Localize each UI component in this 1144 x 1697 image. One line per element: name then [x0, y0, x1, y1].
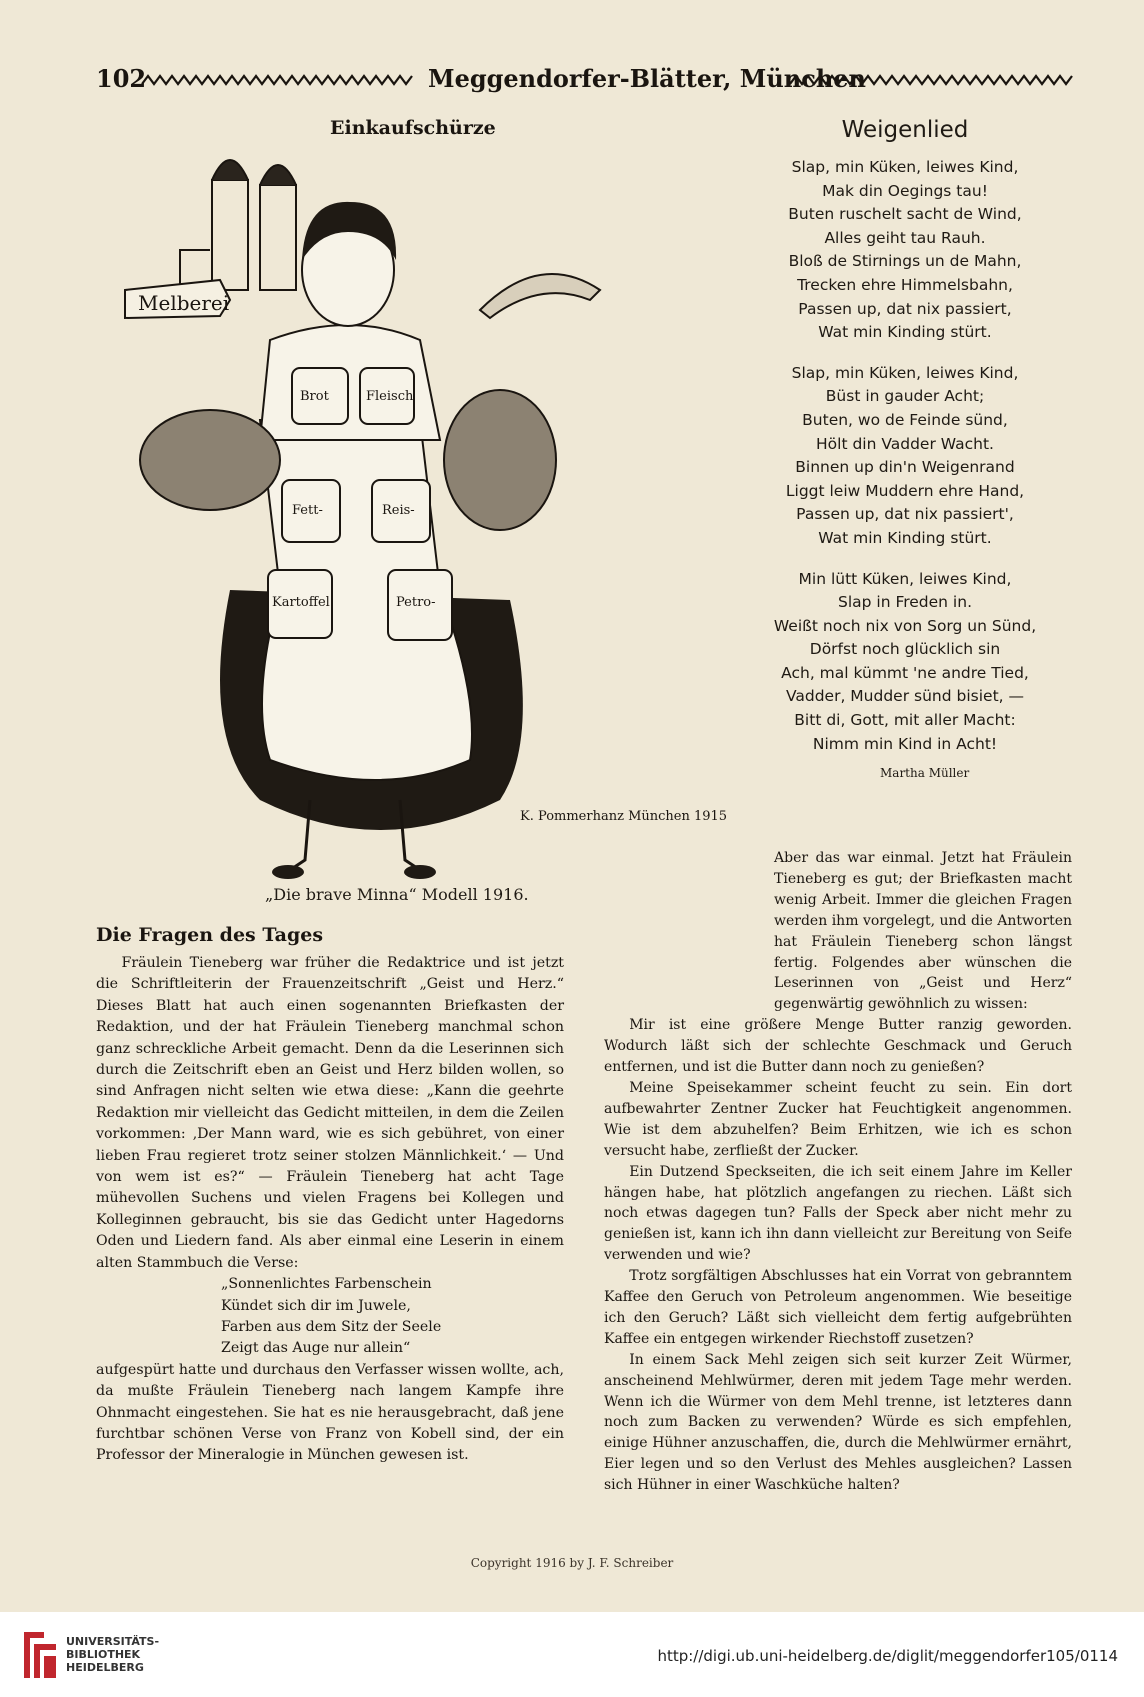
copyright-line: Copyright 1916 by J. F. Schreiber — [470, 1556, 674, 1570]
article-paragraph: Fräulein Tieneberg war früher die Redaktrice und ist jetzt die Schriftleiterin der Frauenzeitschrift „Geist und Herz.“ Dieses Blatt hat auch einen sogenannten Briefkasten der Redaktion, und der hat Fräulein Tieneberg manchmal schon ganz schreckliche Arbeit gemacht. Denn da die Leserinnen sich durch die Zeitschrift eben an Geist und Herz bilden wollen, so sind Anfragen nicht selten wie etwa diese: „Kann die geehrte Redaktion mir vielleicht das Gedicht mitteilen, in dem die Zeilen vorkommen: ‚Der Mann ward, wie es sich gebühret, von einer lieben Frau regieret trotz seiner stolzen Männlichkeit.‘ — Und von wem ist es?“ — Fräulein Tieneberg hat acht Tage mühevollen Suchens und vielen Fragens bei Kollegen und Kolleginnen gebraucht, bis sie das Gedicht unter Hagedorns Oden und Liedern fand. Als aber einmal eine Leserin in einem alten Stammbuch die Verse: — [96, 955, 564, 1271]
article-left-column — [96, 953, 564, 1467]
library-name — [66, 1635, 159, 1674]
header-title: Meggendorfer-Blätter, München — [428, 64, 866, 93]
poem-stanza — [745, 568, 1065, 757]
poem-line: Hölt din Vadder Wacht. — [816, 434, 994, 453]
article-paragraph: Meine Speisekammer scheint feucht zu sein. Ein dort aufbewahrter Zentner Zucker hat Feuchtigkeit angenommen. Wie ist dem abzuhelfen? Beim Erhitzen, wie ich es schon versucht habe, zerfließt der Zucker. — [604, 1079, 1072, 1159]
left-basket — [140, 410, 280, 510]
poem-line: Wat min Kinding stürt. — [818, 528, 992, 547]
poem-line: Mak din Oegings tau! — [822, 181, 988, 200]
poem-line: Trecken ehre Himmelsbahn, — [797, 275, 1013, 294]
poem-line: Buten ruschelt sacht de Wind, — [788, 205, 1022, 224]
pocket-brot-label: Brot — [300, 389, 329, 404]
library-logo-icon — [20, 1628, 60, 1684]
illustration — [120, 140, 728, 880]
library-name-line: HEIDELBERG — [66, 1661, 144, 1674]
ornament-left — [142, 75, 412, 85]
poem-line: Dörfst noch glücklich sin — [809, 640, 1001, 659]
right-shoe — [404, 865, 436, 879]
sign-text: Melberei — [138, 291, 230, 315]
article-paragraph: Trotz sorgfältigen Abschlusses hat ein Vorrat von gebranntem Kaffee den Geruch von Petroleum angenommen. Wie beseitige ich den Geruch? Läßt sich vielleicht dem fertig aufgebrühten Kaffee ein entgegen wirkender Riechstoff zusetzen? — [604, 1268, 1072, 1347]
article-paragraph: Ein Dutzend Speckseiten, die ich seit einem Jahre im Keller hängen habe, hat plötzlich angefangen zu riechen. Läßt sich noch etwas dagegen tun? Falls der Speck aber nicht mehr zu genießen ist, kann ich ihn dann vielleicht zur Bereitung von Seife verwenden und wie? — [604, 1163, 1072, 1264]
running-header — [96, 64, 1076, 94]
poem-line: Min lütt Küken, leiwes Kind, — [798, 569, 1012, 588]
verse-line: Kündet sich dir im Juwele, — [221, 1297, 411, 1314]
pocket-petroleum-label: Petro- — [396, 595, 436, 610]
pocket-fleisch-label: Fleisch — [366, 389, 414, 404]
poem-line: Binnen up din'n Weigenrand — [795, 458, 1015, 477]
verse-line: „Sonnenlichtes Farbenschein — [221, 1276, 432, 1293]
artist-signature: K. Pommerhanz München 1915 — [520, 809, 728, 824]
verse-line: Zeigt das Auge nur allein“ — [221, 1340, 411, 1357]
poem-line: Slap, min Küken, leiwes Kind, — [791, 363, 1019, 382]
poem-line: Slap, min Küken, leiwes Kind, — [791, 158, 1019, 176]
poem-stanza — [745, 362, 1065, 551]
article-paragraph: aufgespürt hatte und durchaus den Verfasser wissen wollte, ach, da mußte Fräulein Tieneberg nach langem Kampfe ihre Ohnmacht eingestehen. Sie hat es nie herausgebracht, daß jene furchtbar schönen Verse von Franz von Kobell sind, der ein Professor der Mineralogie in München gewesen ist. — [96, 1361, 564, 1464]
pocket-reis-label: Reis- — [382, 503, 415, 518]
poem-stanza — [745, 156, 1065, 345]
pocket-fett-label: Fett- — [292, 503, 323, 518]
left-shoe — [272, 865, 304, 879]
poem-line: Passen up, dat nix passiert, — [798, 299, 1012, 318]
poem-line: Ach, mal kümmt 'ne andre Tied, — [781, 663, 1029, 682]
poem-body — [745, 156, 1065, 773]
article-paragraph: Aber das war einmal. Jetzt hat Fräulein Tieneberg es gut; der Briefkasten macht wenig Arbeit. Immer die gleichen Fragen werden ihm vorgelegt, und die Antworten hat Fräulein Tieneberg schon längst fertig. Folgendes aber wünschen die Leserinnen von „Geist und Herz“ gegenwärtig gewöhnlich zu wissen: — [774, 850, 1072, 1013]
melberei-sign — [125, 280, 230, 318]
poem-title: Weigenlied — [841, 117, 969, 143]
poem-line: Nimm min Kind in Acht! — [812, 734, 998, 753]
verse-line: Farben aus dem Sitz der Seele — [221, 1318, 442, 1335]
article-title: Die Fragen des Tages — [96, 924, 324, 946]
article-right-column — [604, 848, 1072, 1496]
article-paragraph: In einem Sack Mehl zeigen sich seit kurzer Zeit Würmer, anscheinend Mehlwürmer, deren mit jedem Tage mehr werden. Wenn ich die Würmer von dem Mehl trenne, ist letzteres dann noch zum Backen zu verwenden? Würde es sich empfehlen, einige Hühner anzuschaffen, die, durch die Mehlwürmer ernährt, Eier legen und so den Verlust des Mehles ausgleichen? Lassen sich Hühner in einer Waschküche halten? — [604, 1351, 1072, 1494]
poem-line: Bitt di, Gott, mit aller Macht: — [794, 711, 1016, 730]
library-name-line: UNIVERSITÄTS- — [66, 1635, 160, 1648]
poem-line: Buten, wo de Feinde sünd, — [802, 410, 1008, 429]
poem-line: Slap in Freden in. — [837, 593, 972, 612]
quoted-verse — [221, 1274, 564, 1360]
illustration-caption: „Die brave Minna“ Modell 1916. — [265, 885, 529, 904]
poem-line: Passen up, dat nix passiert', — [796, 505, 1014, 524]
pocket-kartoffel-label: Kartoffel — [272, 595, 330, 610]
poem-author: Martha Müller — [880, 766, 970, 780]
ornament-right — [790, 75, 1074, 85]
page-number: 102 — [96, 64, 147, 93]
poem-line: Vadder, Mudder sünd bisiet, — — [785, 687, 1025, 706]
page-url[interactable]: http://digi.ub.uni-heidelberg.de/diglit/meggendorfer105/0114 — [657, 1647, 1118, 1665]
church-towers — [180, 160, 296, 300]
poem-line: Wat min Kinding stürt. — [818, 323, 992, 342]
library-name-line: BIBLIOTHEK — [66, 1648, 141, 1661]
illustration-heading: Einkaufschürze — [330, 117, 496, 139]
market-umbrella — [480, 274, 600, 318]
poem-line: Alles geiht tau Rauh. — [824, 228, 986, 247]
poem-line: Bloß de Stirnings un de Mahn, — [788, 252, 1022, 271]
article-paragraph: Mir ist eine größere Menge Butter ranzig geworden. Wodurch läßt sich der schlechte Geschmack und Geruch entfernen, und ist die Butter dann noch zu genießen? — [604, 1017, 1072, 1076]
right-basket — [444, 390, 556, 530]
poem-line: Weißt noch nix von Sorg un Sünd, — [773, 616, 1037, 635]
poem-line: Liggt leiw Muddern ehre Hand, — [785, 481, 1025, 500]
poem-line: Büst in gauder Acht; — [825, 387, 985, 406]
